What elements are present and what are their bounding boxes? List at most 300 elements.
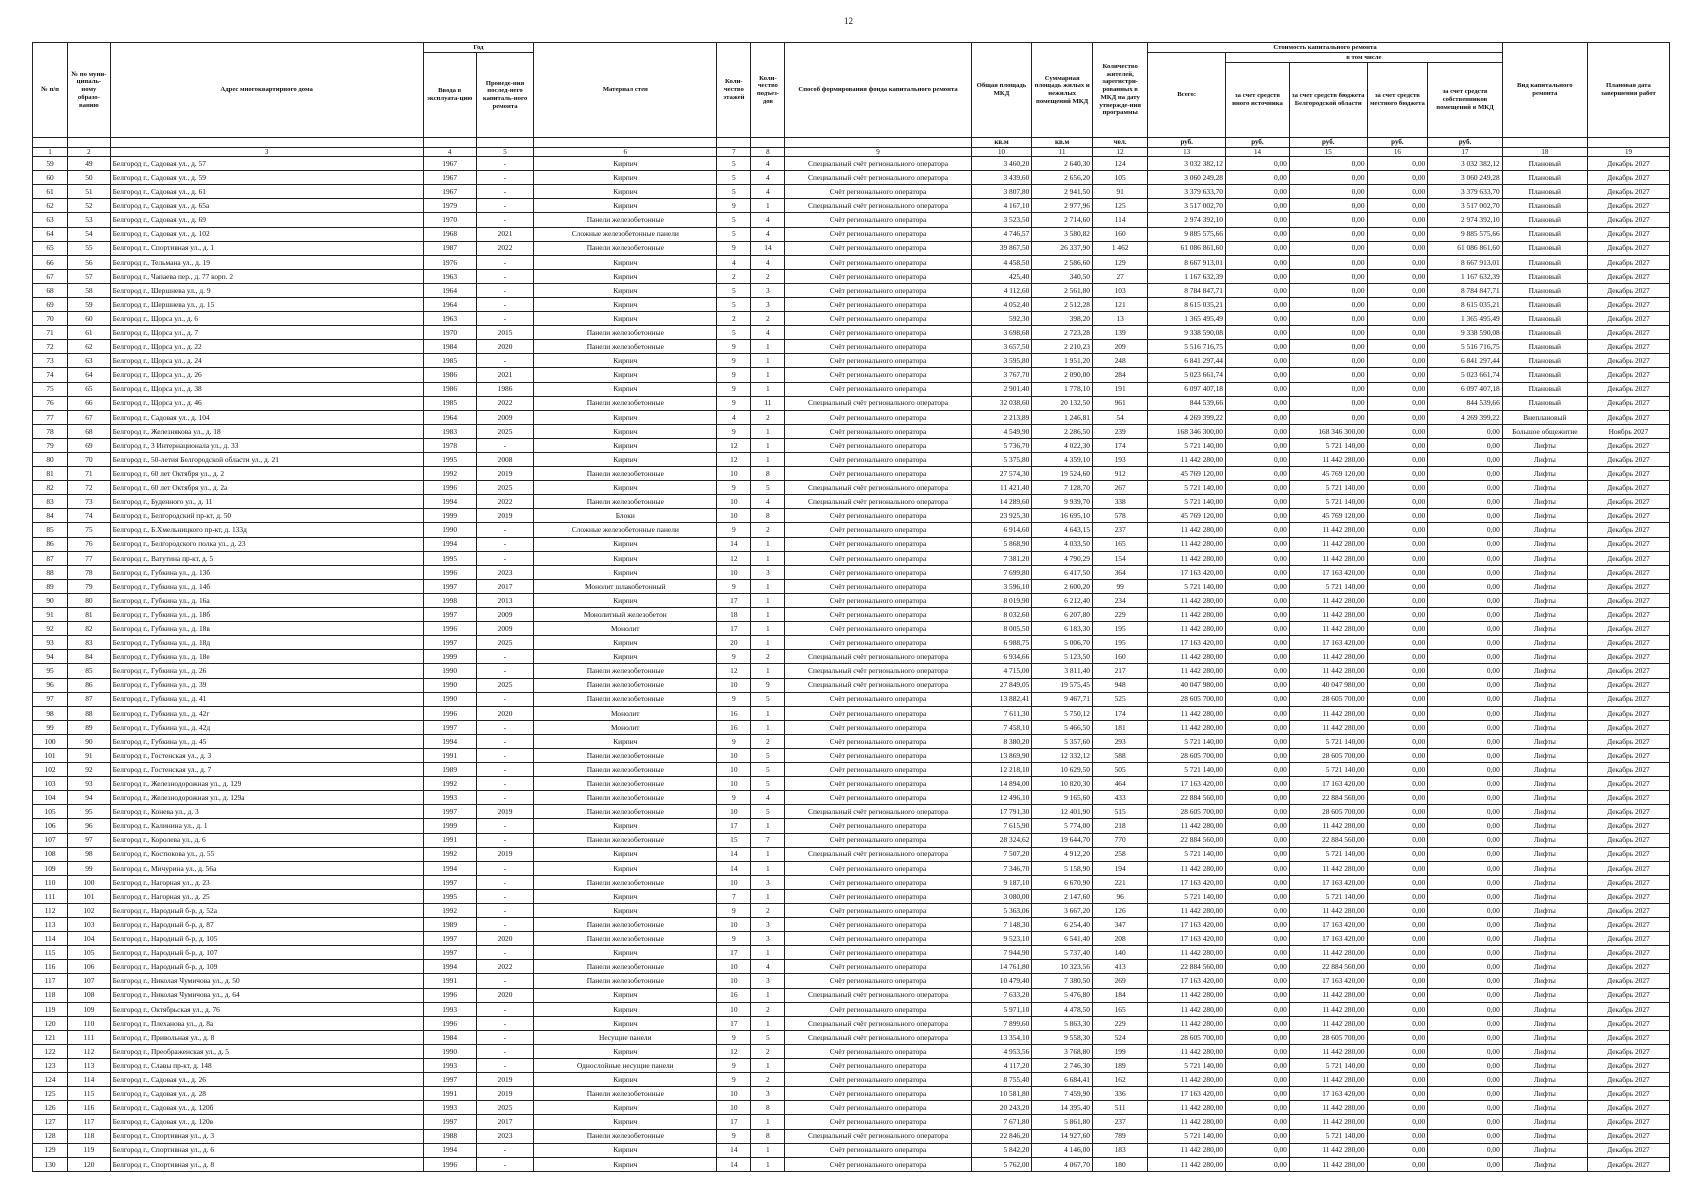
address-cell: Белгород г., Спортивная ул., д. 1 xyxy=(110,241,423,255)
floors-cell: 17 xyxy=(717,819,751,833)
fund-method-cell: Счёт регионального оператора xyxy=(785,946,971,960)
row-no-cell: 79 xyxy=(33,438,68,452)
column-number-cell: 9 xyxy=(785,148,971,157)
fund-method-cell: Счёт регионального оператора xyxy=(785,1143,971,1157)
residents-cell: 588 xyxy=(1092,748,1147,762)
table-row xyxy=(33,283,1670,297)
table-row xyxy=(33,326,1670,340)
address-cell: Белгород г., Мичурина ул., д. 56а xyxy=(110,861,423,875)
planned-date-cell: Декабрь 2027 xyxy=(1587,255,1669,269)
floors-cell: 9 xyxy=(717,382,751,396)
row-no-cell: 78 xyxy=(33,424,68,438)
table-row xyxy=(33,636,1670,650)
repair-type-cell: Плановый xyxy=(1502,213,1587,227)
table-row xyxy=(33,932,1670,946)
header-other-source: за счет средств иного источника xyxy=(1226,63,1290,138)
other-source-cost-cell: 0,00 xyxy=(1226,763,1290,777)
residential-area-cell: 6 207,80 xyxy=(1032,608,1093,622)
year-commission-cell: 1999 xyxy=(423,509,476,523)
row-no-cell: 128 xyxy=(33,1129,68,1143)
residential-area-cell: 10 629,50 xyxy=(1032,763,1093,777)
other-source-cost-cell: 0,00 xyxy=(1226,523,1290,537)
header-planned-date: Плановая дата завершения работ xyxy=(1587,43,1669,138)
total-cost-cell: 5 516 716,75 xyxy=(1148,340,1226,354)
planned-date-cell: Декабрь 2027 xyxy=(1587,608,1669,622)
row-no-cell: 83 xyxy=(33,495,68,509)
year-last-repair-cell: 2022 xyxy=(476,241,533,255)
year-last-repair-cell: - xyxy=(476,157,533,171)
table-row xyxy=(33,1143,1670,1157)
header-no: № п/п xyxy=(33,43,68,138)
year-last-repair-cell: 2020 xyxy=(476,988,533,1002)
entrances-cell: 3 xyxy=(751,1087,785,1101)
wall-material-cell: Кирпич xyxy=(534,636,717,650)
regional-budget-cost-cell: 17 163 420,00 xyxy=(1289,918,1367,932)
total-cost-cell: 11 442 280,00 xyxy=(1148,608,1226,622)
floors-cell: 17 xyxy=(717,622,751,636)
planned-date-cell: Декабрь 2027 xyxy=(1587,932,1669,946)
row-no-cell: 95 xyxy=(33,664,68,678)
year-last-repair-cell: - xyxy=(476,1157,533,1171)
repair-type-cell: Плановый xyxy=(1502,368,1587,382)
fund-method-cell: Счёт регионального оператора xyxy=(785,875,971,889)
planned-date-cell: Декабрь 2027 xyxy=(1587,622,1669,636)
total-area-cell: 4 052,40 xyxy=(971,297,1032,311)
row-no-cell: 64 xyxy=(33,227,68,241)
total-cost-cell: 11 442 280,00 xyxy=(1148,1157,1226,1171)
year-last-repair-cell: - xyxy=(476,171,533,185)
residential-area-cell: 2 746,30 xyxy=(1032,1059,1093,1073)
total-area-cell: 4 112,60 xyxy=(971,283,1032,297)
address-cell: Белгород г., Железнодорожная ул., д. 129а xyxy=(110,791,423,805)
planned-date-cell: Декабрь 2027 xyxy=(1587,1087,1669,1101)
total-area-cell: 3 596,10 xyxy=(971,579,1032,593)
total-area-cell: 425,40 xyxy=(971,269,1032,283)
residential-area-cell: 340,50 xyxy=(1032,269,1093,283)
fund-method-cell: Счёт регионального оператора xyxy=(785,861,971,875)
column-number-cell: 3 xyxy=(110,148,423,157)
table-row xyxy=(33,791,1670,805)
local-budget-cost-cell: 0,00 xyxy=(1367,396,1428,410)
wall-material-cell: Кирпич xyxy=(534,481,717,495)
row-no-cell: 102 xyxy=(33,763,68,777)
residents-cell: 165 xyxy=(1092,537,1147,551)
total-cost-cell: 11 442 280,00 xyxy=(1148,551,1226,565)
planned-date-cell: Декабрь 2027 xyxy=(1587,720,1669,734)
residential-area-cell: 4 022,30 xyxy=(1032,438,1093,452)
repair-type-cell: Лифты xyxy=(1502,495,1587,509)
repair-type-cell: Лифты xyxy=(1502,1044,1587,1058)
fund-method-cell: Счёт регионального оператора xyxy=(785,622,971,636)
row-no-cell: 126 xyxy=(33,1101,68,1115)
owners-funds-cost-cell: 0,00 xyxy=(1428,791,1503,805)
address-cell: Белгород г., Губкина ул., д. 16а xyxy=(110,593,423,607)
planned-date-cell: Декабрь 2027 xyxy=(1587,312,1669,326)
entrances-cell: 1 xyxy=(751,622,785,636)
floors-cell: 10 xyxy=(717,565,751,579)
wall-material-cell: Панели железобетонные xyxy=(534,875,717,889)
year-commission-cell: 1970 xyxy=(423,213,476,227)
year-commission-cell: 1964 xyxy=(423,297,476,311)
wall-material-cell: Кирпич xyxy=(534,734,717,748)
year-commission-cell: 1988 xyxy=(423,1129,476,1143)
mun-no-cell: 106 xyxy=(68,960,111,974)
planned-date-cell: Декабрь 2027 xyxy=(1587,579,1669,593)
residents-cell: 91 xyxy=(1092,185,1147,199)
floors-cell: 10 xyxy=(717,678,751,692)
year-last-repair-cell: 2021 xyxy=(476,368,533,382)
planned-date-cell: Декабрь 2027 xyxy=(1587,481,1669,495)
year-commission-cell: 1994 xyxy=(423,537,476,551)
repair-type-cell: Плановый xyxy=(1502,340,1587,354)
residential-area-cell: 12 401,90 xyxy=(1032,805,1093,819)
repair-type-cell: Плановый xyxy=(1502,255,1587,269)
wall-material-cell: Несущие панели xyxy=(534,1030,717,1044)
regional-budget-cost-cell: 0,00 xyxy=(1289,171,1367,185)
table-row xyxy=(33,763,1670,777)
mun-no-cell: 59 xyxy=(68,297,111,311)
total-cost-cell: 11 442 280,00 xyxy=(1148,720,1226,734)
repair-type-cell: Лифты xyxy=(1502,481,1587,495)
address-cell: Белгород г., Губкина ул., д. 18е xyxy=(110,650,423,664)
owners-funds-cost-cell: 0,00 xyxy=(1428,889,1503,903)
other-source-cost-cell: 0,00 xyxy=(1226,255,1290,269)
entrances-cell: 3 xyxy=(751,974,785,988)
floors-cell: 9 xyxy=(717,354,751,368)
year-commission-cell: 1999 xyxy=(423,819,476,833)
wall-material-cell: Панели железобетонные xyxy=(534,805,717,819)
residents-cell: 433 xyxy=(1092,791,1147,805)
column-number-cell: 17 xyxy=(1428,148,1503,157)
total-cost-cell: 61 086 861,60 xyxy=(1148,241,1226,255)
year-commission-cell: 1967 xyxy=(423,157,476,171)
fund-method-cell: Счёт регионального оператора xyxy=(785,791,971,805)
floors-cell: 10 xyxy=(717,495,751,509)
local-budget-cost-cell: 0,00 xyxy=(1367,777,1428,791)
year-last-repair-cell: 2022 xyxy=(476,396,533,410)
total-cost-cell: 5 721 140,00 xyxy=(1148,438,1226,452)
column-number-cell: 11 xyxy=(1032,148,1093,157)
local-budget-cost-cell: 0,00 xyxy=(1367,918,1428,932)
address-cell: Белгород г., Народный б-р, д. 107 xyxy=(110,946,423,960)
floors-cell: 9 xyxy=(717,579,751,593)
other-source-cost-cell: 0,00 xyxy=(1226,974,1290,988)
row-no-cell: 98 xyxy=(33,706,68,720)
fund-method-cell: Счёт регионального оператора xyxy=(785,354,971,368)
total-cost-cell: 45 769 120,00 xyxy=(1148,509,1226,523)
repair-type-cell: Лифты xyxy=(1502,904,1587,918)
address-cell: Белгород г., Спортивная ул., д. 3 xyxy=(110,1129,423,1143)
address-cell: Белгород г., Железнодорожная ул., д. 129 xyxy=(110,777,423,791)
total-area-cell: 27 574,30 xyxy=(971,467,1032,481)
fund-method-cell: Счёт регионального оператора xyxy=(785,424,971,438)
regional-budget-cost-cell: 0,00 xyxy=(1289,185,1367,199)
residents-cell: 524 xyxy=(1092,1030,1147,1044)
entrances-cell: 4 xyxy=(751,495,785,509)
other-source-cost-cell: 0,00 xyxy=(1226,1044,1290,1058)
floors-cell: 5 xyxy=(717,157,751,171)
other-source-cost-cell: 0,00 xyxy=(1226,185,1290,199)
table-body xyxy=(33,157,1670,1172)
address-cell: Белгород г., Губкина ул., д. 42д xyxy=(110,720,423,734)
local-budget-cost-cell: 0,00 xyxy=(1367,410,1428,424)
year-commission-cell: 1984 xyxy=(423,1030,476,1044)
planned-date-cell: Декабрь 2027 xyxy=(1587,453,1669,467)
fund-method-cell: Специальный счёт регионального оператора xyxy=(785,1129,971,1143)
fund-method-cell: Специальный счёт регионального оператора xyxy=(785,495,971,509)
year-commission-cell: 1963 xyxy=(423,312,476,326)
owners-funds-cost-cell: 0,00 xyxy=(1428,579,1503,593)
local-budget-cost-cell: 0,00 xyxy=(1367,537,1428,551)
repair-type-cell: Лифты xyxy=(1502,988,1587,1002)
floors-cell: 9 xyxy=(717,396,751,410)
address-cell: Белгород г., Щорса ул., д. 24 xyxy=(110,354,423,368)
mun-no-cell: 102 xyxy=(68,904,111,918)
floors-cell: 9 xyxy=(717,1059,751,1073)
entrances-cell: 2 xyxy=(751,523,785,537)
year-commission-cell: 1997 xyxy=(423,875,476,889)
wall-material-cell: Кирпич xyxy=(534,283,717,297)
total-area-cell: 5 762,00 xyxy=(971,1157,1032,1171)
floors-cell: 10 xyxy=(717,918,751,932)
table-row xyxy=(33,1157,1670,1171)
total-area-cell: 6 988,75 xyxy=(971,636,1032,650)
residents-cell: 525 xyxy=(1092,692,1147,706)
residents-cell: 27 xyxy=(1092,269,1147,283)
regional-budget-cost-cell: 11 442 280,00 xyxy=(1289,537,1367,551)
total-cost-cell: 11 442 280,00 xyxy=(1148,706,1226,720)
header-wall-material: Материал стен xyxy=(534,43,717,138)
residents-cell: 126 xyxy=(1092,904,1147,918)
owners-funds-cost-cell: 0,00 xyxy=(1428,875,1503,889)
header-year-commission: Ввода в эксплуата-цию xyxy=(423,53,476,138)
header-total: Всего: xyxy=(1148,53,1226,138)
mun-no-cell: 111 xyxy=(68,1030,111,1044)
total-area-cell: 6 934,66 xyxy=(971,650,1032,664)
year-last-repair-cell: - xyxy=(476,1059,533,1073)
residents-cell: 515 xyxy=(1092,805,1147,819)
row-no-cell: 60 xyxy=(33,171,68,185)
unit-cell: руб. xyxy=(1148,138,1226,148)
planned-date-cell: Декабрь 2027 xyxy=(1587,692,1669,706)
wall-material-cell: Кирпич xyxy=(534,1073,717,1087)
address-cell: Белгород г., 3 Интернационала ул., д. 33 xyxy=(110,438,423,452)
row-no-cell: 99 xyxy=(33,720,68,734)
local-budget-cost-cell: 0,00 xyxy=(1367,579,1428,593)
local-budget-cost-cell: 0,00 xyxy=(1367,297,1428,311)
entrances-cell: 1 xyxy=(751,340,785,354)
wall-material-cell: Кирпич xyxy=(534,1002,717,1016)
residents-cell: 217 xyxy=(1092,664,1147,678)
owners-funds-cost-cell: 9 338 590,08 xyxy=(1428,326,1503,340)
floors-cell: 14 xyxy=(717,1157,751,1171)
units-row xyxy=(33,138,1670,148)
repair-type-cell: Лифты xyxy=(1502,1016,1587,1030)
regional-budget-cost-cell: 40 047 980,00 xyxy=(1289,678,1367,692)
repair-type-cell: Плановый xyxy=(1502,382,1587,396)
entrances-cell: 1 xyxy=(751,1143,785,1157)
address-cell: Белгород г., Народный б-р, д. 105 xyxy=(110,932,423,946)
total-area-cell: 7 458,10 xyxy=(971,720,1032,734)
address-cell: Белгород г., Спортивная ул., д. 8 xyxy=(110,1157,423,1171)
owners-funds-cost-cell: 0,00 xyxy=(1428,1157,1503,1171)
total-area-cell: 13 882,41 xyxy=(971,692,1032,706)
entrances-cell: 4 xyxy=(751,255,785,269)
regional-budget-cost-cell: 11 442 280,00 xyxy=(1289,706,1367,720)
fund-method-cell: Счёт регионального оператора xyxy=(785,833,971,847)
total-cost-cell: 5 721 140,00 xyxy=(1148,579,1226,593)
year-commission-cell: 1993 xyxy=(423,1002,476,1016)
owners-funds-cost-cell: 8 784 847,71 xyxy=(1428,283,1503,297)
residents-cell: 139 xyxy=(1092,326,1147,340)
residents-cell: 961 xyxy=(1092,396,1147,410)
total-cost-cell: 6 097 407,18 xyxy=(1148,382,1226,396)
repair-type-cell: Плановый xyxy=(1502,171,1587,185)
year-commission-cell: 1997 xyxy=(423,720,476,734)
table-row xyxy=(33,819,1670,833)
total-area-cell: 3 460,20 xyxy=(971,157,1032,171)
entrances-cell: 8 xyxy=(751,509,785,523)
total-area-cell: 7 346,70 xyxy=(971,861,1032,875)
table-row xyxy=(33,1002,1670,1016)
year-last-repair-cell: 2022 xyxy=(476,960,533,974)
owners-funds-cost-cell: 0,00 xyxy=(1428,777,1503,791)
table-row xyxy=(33,424,1670,438)
regional-budget-cost-cell: 0,00 xyxy=(1289,157,1367,171)
table-row xyxy=(33,396,1670,410)
mun-no-cell: 94 xyxy=(68,791,111,805)
entrances-cell: 1 xyxy=(751,861,785,875)
repair-type-cell: Плановый xyxy=(1502,199,1587,213)
year-commission-cell: 1990 xyxy=(423,1044,476,1058)
residential-area-cell: 5 861,80 xyxy=(1032,1115,1093,1129)
total-cost-cell: 40 047 980,00 xyxy=(1148,678,1226,692)
owners-funds-cost-cell: 0,00 xyxy=(1428,932,1503,946)
unit-cell xyxy=(68,138,111,148)
table-row xyxy=(33,368,1670,382)
mun-no-cell: 74 xyxy=(68,509,111,523)
residents-cell: 96 xyxy=(1092,889,1147,903)
wall-material-cell: Монолит шлакобетонный xyxy=(534,579,717,593)
year-last-repair-cell: - xyxy=(476,974,533,988)
wall-material-cell: Панели железобетонные xyxy=(534,748,717,762)
other-source-cost-cell: 0,00 xyxy=(1226,819,1290,833)
other-source-cost-cell: 0,00 xyxy=(1226,692,1290,706)
address-cell: Белгород г., Б.Хмельницкого пр-кт, д. 133д xyxy=(110,523,423,537)
repair-type-cell: Плановый xyxy=(1502,312,1587,326)
owners-funds-cost-cell: 3 379 633,70 xyxy=(1428,185,1503,199)
floors-cell: 17 xyxy=(717,1115,751,1129)
total-area-cell: 7 944,90 xyxy=(971,946,1032,960)
local-budget-cost-cell: 0,00 xyxy=(1367,833,1428,847)
owners-funds-cost-cell: 61 086 861,60 xyxy=(1428,241,1503,255)
row-no-cell: 122 xyxy=(33,1044,68,1058)
residential-area-cell: 6 684,41 xyxy=(1032,1073,1093,1087)
entrances-cell: 4 xyxy=(751,791,785,805)
entrances-cell: 1 xyxy=(751,636,785,650)
entrances-cell: 1 xyxy=(751,537,785,551)
table-row xyxy=(33,706,1670,720)
planned-date-cell: Декабрь 2027 xyxy=(1587,326,1669,340)
entrances-cell: 1 xyxy=(751,199,785,213)
fund-method-cell: Счёт регионального оператора xyxy=(785,1059,971,1073)
fund-method-cell: Счёт регионального оператора xyxy=(785,312,971,326)
planned-date-cell: Декабрь 2027 xyxy=(1587,1016,1669,1030)
local-budget-cost-cell: 0,00 xyxy=(1367,650,1428,664)
year-commission-cell: 1997 xyxy=(423,1073,476,1087)
year-last-repair-cell: 2025 xyxy=(476,678,533,692)
planned-date-cell: Декабрь 2027 xyxy=(1587,805,1669,819)
regional-budget-cost-cell: 11 442 280,00 xyxy=(1289,904,1367,918)
repair-type-cell: Плановый xyxy=(1502,283,1587,297)
regional-budget-cost-cell: 17 163 420,00 xyxy=(1289,777,1367,791)
address-cell: Белгород г., Щорса ул., д. 46 xyxy=(110,396,423,410)
total-area-cell: 12 496,10 xyxy=(971,791,1032,805)
row-no-cell: 62 xyxy=(33,199,68,213)
repair-type-cell: Лифты xyxy=(1502,960,1587,974)
regional-budget-cost-cell: 11 442 280,00 xyxy=(1289,1044,1367,1058)
fund-method-cell: Счёт регионального оператора xyxy=(785,777,971,791)
year-last-repair-cell: - xyxy=(476,763,533,777)
mun-no-cell: 73 xyxy=(68,495,111,509)
owners-funds-cost-cell: 0,00 xyxy=(1428,974,1503,988)
regional-budget-cost-cell: 0,00 xyxy=(1289,368,1367,382)
residential-area-cell: 6 417,50 xyxy=(1032,565,1093,579)
planned-date-cell: Декабрь 2027 xyxy=(1587,297,1669,311)
repair-type-cell: Плановый xyxy=(1502,185,1587,199)
entrances-cell: 1 xyxy=(751,720,785,734)
regional-budget-cost-cell: 5 721 140,00 xyxy=(1289,763,1367,777)
residents-cell: 578 xyxy=(1092,509,1147,523)
owners-funds-cost-cell: 844 539,66 xyxy=(1428,396,1503,410)
address-cell: Белгород г., Губкина ул., д. 39 xyxy=(110,678,423,692)
total-area-cell: 8 380,20 xyxy=(971,734,1032,748)
row-no-cell: 80 xyxy=(33,453,68,467)
wall-material-cell: Сложные железобетонные панели xyxy=(534,227,717,241)
planned-date-cell: Декабрь 2027 xyxy=(1587,523,1669,537)
floors-cell: 20 xyxy=(717,636,751,650)
fund-method-cell: Счёт регионального оператора xyxy=(785,297,971,311)
row-no-cell: 81 xyxy=(33,467,68,481)
local-budget-cost-cell: 0,00 xyxy=(1367,805,1428,819)
total-cost-cell: 17 163 420,00 xyxy=(1148,974,1226,988)
address-cell: Белгород г., Николая Чумичова ул., д. 64 xyxy=(110,988,423,1002)
entrances-cell: 5 xyxy=(751,748,785,762)
total-cost-cell: 3 060 249,28 xyxy=(1148,171,1226,185)
total-area-cell: 5 375,80 xyxy=(971,453,1032,467)
table-row xyxy=(33,889,1670,903)
address-cell: Белгород г., Щорса ул., д. 38 xyxy=(110,382,423,396)
unit-cell xyxy=(534,138,717,148)
entrances-cell: 3 xyxy=(751,297,785,311)
total-cost-cell: 11 442 280,00 xyxy=(1148,593,1226,607)
year-commission-cell: 1992 xyxy=(423,777,476,791)
total-cost-cell: 5 721 140,00 xyxy=(1148,847,1226,861)
planned-date-cell: Декабрь 2027 xyxy=(1587,495,1669,509)
mun-no-cell: 76 xyxy=(68,537,111,551)
local-budget-cost-cell: 0,00 xyxy=(1367,1115,1428,1129)
residential-area-cell: 19 644,70 xyxy=(1032,833,1093,847)
wall-material-cell: Кирпич xyxy=(534,847,717,861)
other-source-cost-cell: 0,00 xyxy=(1226,593,1290,607)
table-row xyxy=(33,382,1670,396)
other-source-cost-cell: 0,00 xyxy=(1226,777,1290,791)
local-budget-cost-cell: 0,00 xyxy=(1367,692,1428,706)
planned-date-cell: Декабрь 2027 xyxy=(1587,960,1669,974)
address-cell: Белгород г., Калинина ул., д. 1 xyxy=(110,819,423,833)
mun-no-cell: 67 xyxy=(68,410,111,424)
row-no-cell: 75 xyxy=(33,382,68,396)
